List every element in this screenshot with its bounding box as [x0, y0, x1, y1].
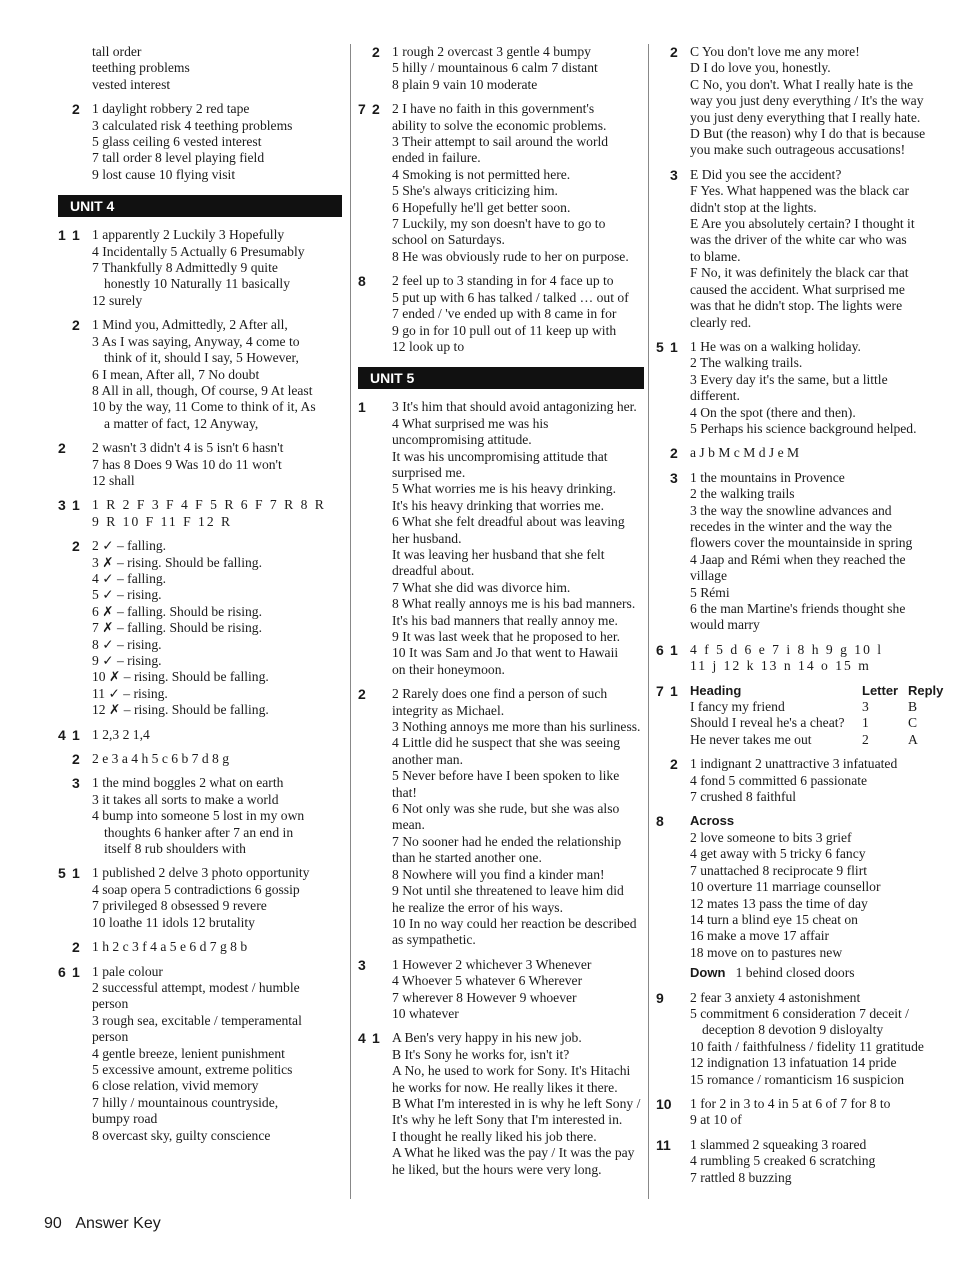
answer-line: 4 fond 5 committed 6 passionate — [690, 772, 868, 788]
answer-line: 18 move on to pastures new — [690, 944, 843, 960]
answer-line: another man. — [392, 751, 463, 767]
answer-line: tall order — [92, 44, 142, 59]
answer-line: 3 rough sea, excitable / temperamental — [92, 1012, 302, 1028]
answer-line: 4 rumbling 5 creaked 6 scratching — [690, 1153, 876, 1169]
answer-line: 4 Whoever 5 whatever 6 Wherever — [392, 973, 583, 989]
answer-line: 10 faith / faithfulness / fidelity 11 gratitude — [690, 1038, 924, 1054]
answer-block: 8 2 feel up to 3 standing in for 4 face up to 5 put up with 6 has talked / talked … out of 7 ended / 've ended up with 8 came in for 9 go in for 10 pull out of 11 keep up with 12 look up to — [358, 273, 644, 355]
answer-line: 2 ✓ – falling. — [92, 538, 167, 554]
answer-line: 7 privileged 8 obsessed 9 revere — [92, 898, 267, 914]
answer-line: 7 crushed 8 faithful — [690, 789, 797, 805]
answer-line: 5 excessive amount, extreme politics — [92, 1061, 293, 1077]
answer-block: 2 1 Mind you, Admittedly, 2 After all, 3 As I was saying, Anyway, 4 come to think of it, should I say, 5 However, 6 I mean, After all, 7 No doubt 8 All in all, though, Of course, 9 At least 10 by the way, 11 Come to think of it, As a matter of fact, 12 Anyway, — [58, 317, 342, 432]
answer-line: as sympathetic. — [392, 932, 476, 948]
answer-block: 3 E Did you see the accident? F Yes. What happened was the black car didn't stop at the lights. E Are you absolutely certain? I thought it was the driver of the white car who was to blame. F No, it was definitely the black car that caused the accident. What surprised me was that he didn't stop. The lights were clearly red. — [656, 167, 946, 331]
page-footer — [44, 1216, 171, 1232]
answer-line: 5 hilly / mountainous 6 calm 7 distant — [392, 60, 598, 76]
answer-line: 3 calculated risk 4 teething problems — [92, 117, 293, 133]
answer-line: vested interest — [92, 76, 171, 92]
answer-line: 1 2,3 2 1,4 — [92, 726, 150, 742]
answer-line: 10 ✗ – rising. Should be falling. — [92, 669, 269, 685]
answer-line: 7 Luckily, my son doesn't have to go to — [392, 216, 606, 232]
table-cell: A — [908, 731, 918, 747]
answer-line: 2 Rarely does one find a person of such — [392, 686, 608, 702]
answer-line: 1 R 2 F 3 F 4 F 5 R 6 F 7 R 8 R — [92, 497, 326, 513]
answer-line: B It's Sony he works for, isn't it? — [392, 1046, 570, 1062]
answer-line: F Yes. What happened was the black car — [690, 183, 910, 199]
answer-block: 10 1 for 2 in 3 to 4 in 5 at 6 of 7 for 8 to 9 at 10 of — [656, 1096, 946, 1129]
answer-line: 9 at 10 of — [690, 1112, 742, 1128]
answer-line: 7 ended / 've ended up with 8 came in for — [392, 306, 617, 322]
answer-line: 8 What really annoys me is his bad manners. — [392, 596, 636, 612]
answer-line: 10 loathe 11 idols 12 brutality — [92, 914, 255, 930]
across-label: Across — [690, 813, 735, 829]
answer-line: 12 mates 13 pass the time of day — [690, 895, 868, 911]
answer-line: 6 Hopefully he'll get better soon. — [392, 199, 571, 215]
answer-line: caused the accident. What surprised me — [690, 281, 905, 297]
answer-line: 10 In no way could her reaction be described — [392, 915, 637, 931]
table-header: Heading — [690, 682, 742, 698]
answer-line: you just deny everything that I really hate. — [690, 109, 921, 125]
answer-line: way you just deny everything / It's the way — [690, 93, 924, 109]
answer-line: 8 plain 9 vain 10 moderate — [392, 76, 538, 92]
answer-line: 4 get away with 5 tricky 6 fancy — [690, 846, 866, 862]
answer-block: 5 1 1 published 2 delve 3 photo opportunity 4 soap opera 5 contradictions 6 gossip 7 privileged 8 obsessed 9 revere 10 loathe 11 idols 12 brutality — [58, 865, 342, 931]
answer-line: itself 8 rub shoulders with — [104, 841, 246, 857]
answer-line: ended in failure. — [392, 150, 481, 166]
answer-line: 2 the walking trails — [690, 486, 795, 502]
answer-line: school on Saturdays. — [392, 232, 505, 248]
answer-block: 3 1 the mountains in Provence 2 the walking trails 3 the way the snowline advances and recedes in the winter and the way the flowers cover the mountainside in spring 4 Jaap and Rémi when they reached the village 5 Rémi 6 the man Martine's friends thought she would marry — [656, 470, 946, 634]
table-cell: C — [908, 715, 918, 731]
answer-line: It's his bad manners that really annoy me. — [392, 612, 618, 628]
answer-block: 2 2 wasn't 3 didn't 4 is 5 isn't 6 hasn't 7 has 8 Does 9 Was 10 do 11 won't 12 shall — [58, 440, 342, 489]
column-1 — [58, 44, 342, 1152]
answer-line: 4 Smoking is not permitted here. — [392, 166, 571, 182]
answer-line: different. — [690, 388, 740, 404]
table-cell: 1 — [862, 715, 869, 731]
answer-line: 2 successful attempt, modest / humble — [92, 979, 300, 995]
answer-line: 10 overture 11 marriage counsellor — [690, 879, 881, 895]
answer-line: It was leaving her husband that she felt — [392, 546, 605, 562]
answer-block: 1 1 1 apparently 2 Luckily 3 Hopefully 4 Incidentally 5 Actually 6 Presumably 7 Thankfully 8 Admittedly 9 quite honestly 10 Naturally 11 basically 12 surely — [58, 227, 342, 309]
answer-line: 9 It was last week that he proposed to her. — [392, 629, 621, 644]
table-cell: He never takes me out — [690, 731, 812, 747]
unit-5-heading: UNIT 5 — [358, 367, 644, 389]
answer-line: think of it, should I say, 5 However, — [104, 350, 299, 366]
answer-line: 6 I mean, After all, 7 No doubt — [92, 366, 260, 382]
answer-line: F No, it was definitely the black car that — [690, 265, 909, 281]
answer-line: E Did you see the accident? — [690, 166, 842, 182]
answer-line: a matter of fact, 12 Anyway, — [104, 415, 259, 431]
answer-line: 3 Their attempt to sail around the world — [392, 134, 609, 150]
answer-line: 7 rattled 8 buzzing — [690, 1169, 792, 1185]
answer-line: 7 unattached 8 reciprocate 9 flirt — [690, 862, 868, 878]
answer-line: 2 feel up to 3 standing in for 4 face up to — [392, 273, 614, 289]
answer-line: 5 ✓ – rising. — [92, 587, 162, 603]
answer-line: 2 The walking trails. — [690, 355, 803, 371]
answer-line: 1 However 2 whichever 3 Whenever — [392, 956, 592, 972]
answer-line: he works for now. He really likes it there. — [392, 1079, 618, 1095]
answer-line: surprised me. — [392, 464, 466, 480]
answer-line: 1 apparently 2 Luckily 3 Hopefully — [92, 227, 285, 243]
answer-line: 1 h 2 c 3 f 4 a 5 e 6 d 7 g 8 b — [92, 939, 248, 955]
down-answer: 1 behind closed doors — [735, 965, 855, 981]
answer-line: C No, you don't. What I really hate is the — [690, 76, 914, 92]
answer-block: 8 Across 2 love someone to bits 3 grief 4 get away with 5 tricky 6 fancy 7 unattached 8 reciprocate 9 flirt 10 overture 11 marriage counsellor 12 mates 13 pass the time of day 14 turn a blind eye 15 cheat on 16 make a move 17 affair 18 move on to pastures new Down 1 behind closed doors — [656, 813, 946, 981]
answer-line: A No, he used to work for Sony. It's Hitachi — [392, 1063, 631, 1079]
answer-line: 2 wasn't 3 didn't 4 is 5 isn't 6 hasn't — [92, 440, 284, 456]
answer-line: 7 What she did was divorce him. — [392, 579, 571, 595]
answer-line: 7 Thankfully 8 Admittedly 9 quite — [92, 260, 278, 276]
answer-line: teething problems — [92, 60, 190, 76]
answer-line: 4 Jaap and Rémi when they reached the — [690, 551, 906, 567]
column-2 — [358, 44, 644, 1186]
answer-line: A What he liked was the pay / It was the pay — [392, 1145, 635, 1161]
answer-line: 3 Every day it's the same, but a little — [690, 371, 888, 387]
answer-line: 9 ✓ – rising. — [92, 653, 162, 668]
answer-line: B What I'm interested in is why he left Sony / — [392, 1095, 641, 1111]
answer-line: uncompromising attitude. — [392, 432, 532, 448]
answer-line: 5 Never before have I been spoken to like that! — [392, 768, 620, 800]
answer-line: 4 What surprised me was his — [392, 415, 549, 431]
answer-line: 3 ✗ – rising. Should be falling. — [92, 554, 262, 570]
answer-line: 1 indignant 2 unattractive 3 infatuated — [690, 756, 898, 772]
answer-line: 5 Perhaps his science background helped. — [690, 420, 917, 436]
answer-line: person — [92, 1029, 129, 1045]
answer-line: dreadful about. — [392, 563, 475, 579]
down-label: Down — [690, 965, 726, 981]
answer-line: 12 shall — [92, 472, 135, 488]
answer-line: 3 It's him that should avoid antagonizing her. — [392, 399, 637, 415]
answer-line: 11 j 12 k 13 n 14 o 15 m — [690, 658, 871, 674]
answer-block: 7 1 Heading Letter Reply I fancy my friend 3 B Should I reveal he's a cheat? 1 C He never takes me out 2 A — [656, 682, 944, 747]
answer-line: mean. — [392, 817, 425, 833]
answer-line: on their honeymoon. — [392, 661, 505, 677]
answer-line: 4 Incidentally 5 Actually 6 Presumably — [92, 243, 305, 259]
answer-line: 10 It was Sam and Jo that went to Hawaii — [392, 645, 619, 661]
answer-line: 9 go in for 10 pull out of 11 keep up with — [392, 322, 617, 338]
answer-block — [58, 44, 342, 93]
answer-block: 2 2 e 3 a 4 h 5 c 6 b 7 d 8 g — [58, 751, 342, 767]
answer-line: I thought he really liked his job there. — [392, 1128, 597, 1144]
answer-line: 8 ✓ – rising. — [92, 636, 162, 652]
answer-block: 4 1 A Ben's very happy in his new job. B It's Sony he works for, isn't it? A No, he used to work for Sony. It's Hitachi he works for now. He really likes it there. B What I'm interested in is why he left Sony / It's why he left Sony that I'm interested in. I thought he really liked his job there. A What he liked was the pay / It was the pay he liked, but the hours were very long. — [358, 1030, 644, 1178]
answer-line: 12 indignation 13 infatuation 14 pride — [690, 1055, 897, 1071]
answer-block: 2 1 rough 2 overcast 3 gentle 4 bumpy 5 hilly / mountainous 6 calm 7 distant 8 plain 9 vain 10 moderate — [358, 44, 644, 93]
answer-block: 1 3 It's him that should avoid antagonizing her. 4 What surprised me was his uncompromising attitude. It was his uncompromising attitude that surprised me. 5 What worries me is his heavy drinking. It's his heavy drinking that worries me. 6 What she felt dreadful about was leaving her husband. It was leaving her husband that she felt dreadful about. 7 What she did was divorce him. 8 What really annoys me is his bad manners. It's his bad manners that really annoy me. 9 It was last week that he proposed to her. 10 It was Sam and Jo that went to Hawaii on their honeymoon. — [358, 399, 644, 678]
answer-line: 1 the mountains in Provence — [690, 469, 845, 485]
answer-line: 14 turn a blind eye 15 cheat on — [690, 911, 858, 927]
answer-line: clearly red. — [690, 314, 752, 330]
answer-line: D I do love you, honestly. — [690, 60, 831, 76]
answer-line: thoughts 6 hanker after 7 an end in — [104, 824, 294, 840]
answer-line: 7 hilly / mountainous countryside, — [92, 1094, 279, 1110]
answer-line: 5 commitment 6 consideration 7 deceit / — [690, 1005, 909, 1021]
answer-block: 5 1 1 He was on a walking holiday. 2 The walking trails. 3 Every day it's the same, but a little different. 4 On the spot (there and then). 5 Perhaps his science background helped. — [656, 339, 946, 437]
answer-block: 2 a J b M c M d J e M — [656, 445, 946, 461]
answer-line: C You don't love me any more! — [690, 44, 860, 59]
answer-line: 1 He was on a walking holiday. — [690, 338, 861, 354]
answer-block: 4 1 1 2,3 2 1,4 — [58, 727, 342, 743]
answer-line: 8 Nowhere will you find a kinder man! — [392, 866, 605, 882]
answer-line: village — [690, 568, 727, 584]
answer-line: 10 whatever — [392, 1005, 459, 1021]
column-3 — [656, 44, 946, 1194]
answer-line: D But (the reason) why I do that is because — [690, 126, 926, 142]
answer-line: 3 As I was saying, Anyway, 4 come to — [92, 333, 300, 349]
answer-line: he realize the error of his ways. — [392, 899, 563, 915]
answer-line: 6 the man Martine's friends thought she — [690, 601, 906, 616]
table-cell: I fancy my friend — [690, 699, 785, 715]
column-divider — [648, 44, 649, 1199]
answer-line: would marry — [690, 617, 760, 633]
answer-line: 9 Not until she threatened to leave him did — [392, 883, 624, 899]
answer-line: 2 I have no faith in this government's — [392, 101, 595, 117]
answer-line: 5 put up with 6 has talked / talked … out of — [392, 289, 629, 305]
table-cell: 2 — [862, 731, 869, 747]
answer-line: was the driver of the white car who was — [690, 232, 907, 248]
answer-line: person — [92, 996, 129, 1012]
answer-line: 7 wherever 8 However 9 whoever — [392, 989, 577, 1005]
answer-line: 5 She's always criticizing him. — [392, 183, 558, 199]
answer-line: 12 ✗ – rising. Should be falling. — [92, 702, 269, 718]
answer-block: 6 1 4 f 5 d 6 e 7 i 8 h 9 g 10 l 11 j 12 k 13 n 14 o 15 m — [656, 642, 946, 675]
answer-line: you make such outrageous accusations! — [690, 142, 906, 158]
answer-line: 1 Mind you, Admittedly, 2 After all, — [92, 317, 288, 333]
answer-line: 1 rough 2 overcast 3 gentle 4 bumpy — [392, 44, 591, 59]
answer-line: 4 soap opera 5 contradictions 6 gossip — [92, 881, 300, 897]
answer-line: honestly 10 Naturally 11 basically — [104, 276, 290, 292]
table-cell: B — [908, 699, 918, 715]
answer-line: ability to solve the economic problems. — [392, 117, 607, 133]
answer-line: 7 tall order 8 level playing field — [92, 150, 265, 166]
answer-block: 7 2 2 I have no faith in this government's ability to solve the economic problems. 3 Their attempt to sail around the world ended in failure. 4 Smoking is not permitted here. 5 She's always criticizing him. 6 Hopefully he'll get better soon. 7 Luckily, my son doesn't have to go to school on Saturdays. 8 He was obviously rude to her on purpose. — [358, 101, 644, 265]
answer-line: 5 glass ceiling 6 vested interest — [92, 134, 262, 150]
answer-block: 2 C You don't love me any more! D I do love you, honestly. C No, you don't. What I really hate is the way you just deny everything / It's the way you just deny everything that I really hate. D But (the reason) why I do that is because you make such outrageous accusations! — [656, 44, 946, 159]
answer-line: didn't stop at the lights. — [690, 199, 817, 215]
answer-block: 11 1 slammed 2 squeaking 3 roared 4 rumbling 5 creaked 6 scratching 7 rattled 8 buzzing — [656, 1137, 946, 1186]
answer-line: flowers cover the mountainside in spring — [690, 535, 913, 551]
answer-line: 4 bump into someone 5 lost in my own — [92, 808, 305, 824]
answer-line: 5 Rémi — [690, 584, 730, 600]
answer-line: he liked, but the hours were very long. — [392, 1161, 602, 1177]
answer-line: 8 He was obviously rude to her on purpose. — [392, 248, 629, 264]
answer-line: 1 for 2 in 3 to 4 in 5 at 6 of 7 for 8 to — [690, 1095, 891, 1111]
answer-line: 4 Little did he suspect that she was seeing — [392, 735, 621, 751]
answer-line: 7 No sooner had he ended the relationship — [392, 833, 622, 849]
answer-line: E Are you absolutely certain? I thought it — [690, 216, 915, 232]
answer-line: 3 Nothing annoys me more than his surliness. — [392, 719, 641, 735]
answer-line: 6 ✗ – falling. Should be rising. — [92, 603, 262, 619]
answer-line: 1 published 2 delve 3 photo opportunity — [92, 865, 310, 881]
answer-line: 2 love someone to bits 3 grief — [690, 829, 852, 845]
heading-table — [690, 683, 943, 749]
answer-line: a J b M c M d J e M — [690, 445, 800, 461]
answer-line: 6 What she felt dreadful about was leaving — [392, 514, 625, 530]
page-number: 90 — [44, 1215, 62, 1232]
answer-line: 1 slammed 2 squeaking 3 roared — [690, 1136, 867, 1152]
answer-line: 1 pale colour — [92, 963, 163, 979]
answer-line: 3 the way the snowline advances and — [690, 502, 892, 518]
answer-block: 2 2 ✓ – falling. 3 ✗ – rising. Should be falling. 4 ✓ – falling. 5 ✓ – rising. 6 ✗ – falling. Should be rising. 7 ✗ – falling. Should be rising. 8 ✓ – rising. 9 ✓ – rising. 10 ✗ – rising. Should be falling. 11 ✓ – rising. 12 ✗ – rising. Should be falling. — [58, 538, 342, 718]
answer-line: 1 the mind boggles 2 what on earth — [92, 775, 284, 791]
answer-line: 12 look up to — [392, 338, 465, 354]
answer-line: 9 R 10 F 11 F 12 R — [92, 513, 233, 529]
answer-line: 6 Not only was she rude, but she was also — [392, 801, 620, 817]
answer-line: 4 gentle breeze, lenient punishment — [92, 1045, 285, 1061]
answer-line: 2 fear 3 anxiety 4 astonishment — [690, 989, 861, 1005]
answer-line: her husband. — [392, 530, 462, 546]
table-cell: Should I reveal he's a cheat? — [690, 715, 845, 731]
answer-block: 2 1 indignant 2 unattractive 3 infatuated 4 fond 5 committed 6 passionate 7 crushed 8 faithful — [656, 756, 946, 805]
table-header: Letter — [862, 682, 899, 698]
answer-line: deception 8 devotion 9 disloyalty — [702, 1022, 884, 1038]
answer-line: It's his heavy drinking that worries me. — [392, 497, 604, 513]
answer-line: 3 it takes all sorts to make a world — [92, 791, 279, 807]
answer-block: 3 1 1 R 2 F 3 F 4 F 5 R 6 F 7 R 8 R 9 R 10 F 11 F 12 R — [58, 497, 342, 530]
answer-line: bumpy road — [92, 1111, 158, 1127]
table-cell: 3 — [862, 699, 869, 715]
answer-line: It's why he left Sony that I'm interested in. — [392, 1112, 623, 1128]
answer-line: 8 All in all, though, Of course, 9 At least — [92, 382, 313, 398]
unit-4-heading: UNIT 4 — [58, 195, 342, 217]
table-header: Reply — [908, 682, 944, 698]
answer-line: was that he didn't stop. The lights were — [690, 298, 903, 314]
answer-line: 15 romance / romanticism 16 suspicion — [690, 1071, 905, 1087]
answer-block: 2 1 h 2 c 3 f 4 a 5 e 6 d 7 g 8 b — [58, 939, 342, 955]
answer-line: 4 f 5 d 6 e 7 i 8 h 9 g 10 l — [690, 641, 884, 657]
column-divider — [350, 44, 351, 1199]
answer-line: It was his uncompromising attitude that — [392, 448, 608, 464]
answer-line: 11 ✓ – rising. — [92, 685, 168, 701]
answer-block: 2 1 daylight robbery 2 red tape 3 calculated risk 4 teething problems 5 glass ceiling 6 vested interest 7 tall order 8 level playing field 9 lost cause 10 flying visit — [58, 101, 342, 183]
answer-line: 16 make a move 17 affair — [690, 928, 830, 944]
answer-line: 1 daylight robbery 2 red tape — [92, 101, 250, 117]
answer-block: 3 1 the mind boggles 2 what on earth 3 it takes all sorts to make a world 4 bump into someone 5 lost in my own thoughts 6 hanker after 7 an end in itself 8 rub shoulders with — [58, 775, 342, 857]
answer-line: 6 close relation, vivid memory — [92, 1078, 259, 1094]
answer-block: 6 1 1 pale colour 2 successful attempt, modest / humble person 3 rough sea, excitable / temperamental person 4 gentle breeze, lenient punishment 5 excessive amount, extreme politics 6 close relation, vivid memory 7 hilly / mountainous countryside, bumpy road 8 overcast sky, guilty conscience — [58, 964, 342, 1144]
answer-line: 4 ✓ – falling. — [92, 570, 167, 586]
answer-line: 10 by the way, 11 Come to think of it, As — [92, 399, 316, 415]
answer-line: 9 lost cause 10 flying visit — [92, 166, 236, 182]
answer-line: 2 e 3 a 4 h 5 c 6 b 7 d 8 g — [92, 751, 230, 767]
answer-line: 8 overcast sky, guilty conscience — [92, 1127, 271, 1143]
answer-block: 3 1 However 2 whichever 3 Whenever 4 Whoever 5 whatever 6 Wherever 7 wherever 8 However 9 whoever 10 whatever — [358, 957, 644, 1023]
answer-line: 12 surely — [92, 292, 143, 308]
answer-line: integrity as Michael. — [392, 702, 505, 718]
answer-block: 9 2 fear 3 anxiety 4 astonishment 5 commitment 6 consideration 7 deceit / deception 8 devotion 9 disloyalty 10 faith / faithfulness / fidelity 11 gratitude 12 indignation 13 infatuation 14 pride 15 romance / romanticism 16 suspicion — [656, 990, 946, 1088]
answer-line: 7 ✗ – falling. Should be rising. — [92, 620, 262, 636]
answer-line: 4 On the spot (there and then). — [690, 404, 856, 420]
answer-line: 7 has 8 Does 9 Was 10 do 11 won't — [92, 456, 282, 472]
answer-line: to blame. — [690, 248, 741, 264]
answer-line: 5 What worries me is his heavy drinking. — [392, 481, 617, 497]
answer-line: than he started another one. — [392, 850, 542, 866]
answer-block: 2 2 Rarely does one find a person of such integrity as Michael. 3 Nothing annoys me more than his surliness. 4 Little did he suspect that she was seeing another man. 5 Never before have I been spoken to like that! 6 Not only was she rude, but she was also mean. 7 No sooner had he ended the relationship than he started another one. 8 Nowhere will you find a kinder man! 9 Not until she threatened to leave him did he realize the error of his ways. 10 In no way could her reaction be described as sympathetic. — [358, 686, 644, 949]
answer-line: recedes in the winter and the way the — [690, 518, 892, 534]
answer-line: A Ben's very happy in his new job. — [392, 1030, 582, 1046]
footer-title: Answer Key — [75, 1215, 161, 1232]
